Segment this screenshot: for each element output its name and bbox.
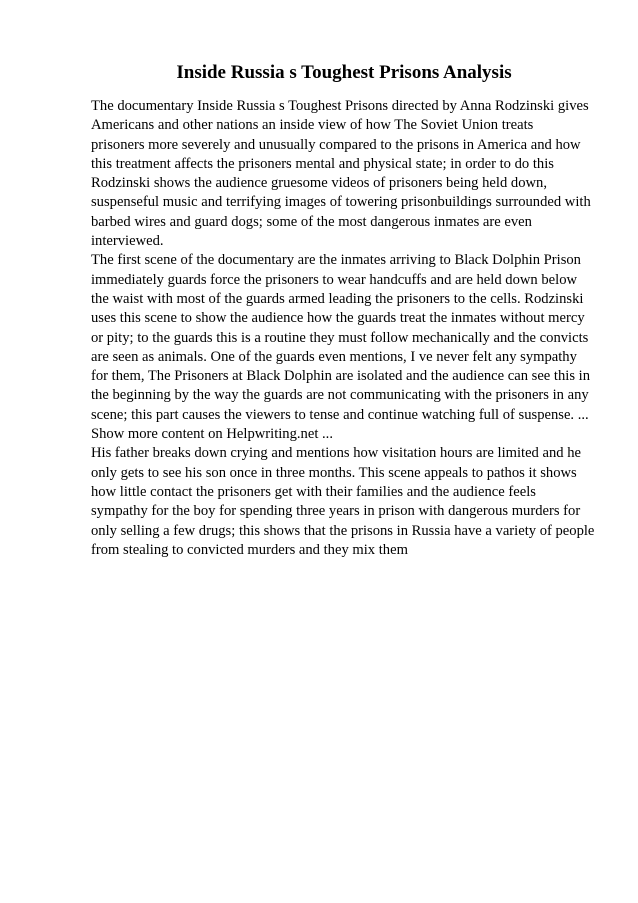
body-line: the beginning by the way the guards are not communicating with the prisoners in any xyxy=(91,387,589,404)
body-line: are seen as animals. One of the guards even mentions, I ve never felt any sympathy xyxy=(91,348,577,365)
body-line: barbed wires and guard dogs; some of the most dangerous inmates are even xyxy=(91,213,532,230)
body-line: interviewed. xyxy=(91,233,164,250)
body-line: only selling a few drugs; this shows that the prisons in Russia have a variety of people xyxy=(91,522,595,539)
body-line: scene; this part causes the viewers to tense and continue watching full of suspense. ... xyxy=(91,406,589,423)
body-line: how little contact the prisoners get with their families and the audience feels xyxy=(91,483,536,500)
body-line: only gets to see his son once in three months. This scene appeals to pathos it shows xyxy=(91,464,577,481)
body-line: uses this scene to show the audience how the guards treat the inmates without mercy xyxy=(91,310,585,327)
body-line: or pity; to the guards this is a routine they must follow mechanically and the convicts xyxy=(91,329,589,346)
body-line: this treatment affects the prisoners mental and physical state; in order to do this xyxy=(91,155,554,172)
document-title: Inside Russia s Toughest Prisons Analysis xyxy=(176,62,512,83)
body-line: Show more content on Helpwriting.net ... xyxy=(91,426,333,443)
body-line: immediately guards force the prisoners to wear handcuffs and are held down below xyxy=(91,271,578,288)
body-line: The documentary Inside Russia s Toughest Prisons directed by Anna Rodzinski gives xyxy=(91,98,589,114)
body-line: The first scene of the documentary are the inmates arriving to Black Dolphin Prison xyxy=(91,252,581,269)
body-line: from stealing to convicted murders and they mix them xyxy=(91,541,408,558)
body-line: prisoners more severely and unusually compared to the prisons in America and how xyxy=(91,136,581,153)
body-line: Americans and other nations an inside view of how The Soviet Union treats xyxy=(91,117,534,134)
body-line: His father breaks down crying and mentions how visitation hours are limited and he xyxy=(91,445,581,462)
body-line: suspenseful music and terrifying images of towering prisonbuildings surrounded with xyxy=(91,194,591,211)
body-line: sympathy for the boy for spending three years in prison with dangerous murders for xyxy=(91,503,581,520)
body-line: for them, The Prisoners at Black Dolphin are isolated and the audience can see this in xyxy=(91,368,591,385)
document-body xyxy=(91,97,601,560)
body-line: the waist with most of the guards armed leading the prisoners to the cells. Rodzinski xyxy=(91,290,584,307)
body-line: Rodzinski shows the audience gruesome videos of prisoners being held down, xyxy=(91,175,547,192)
